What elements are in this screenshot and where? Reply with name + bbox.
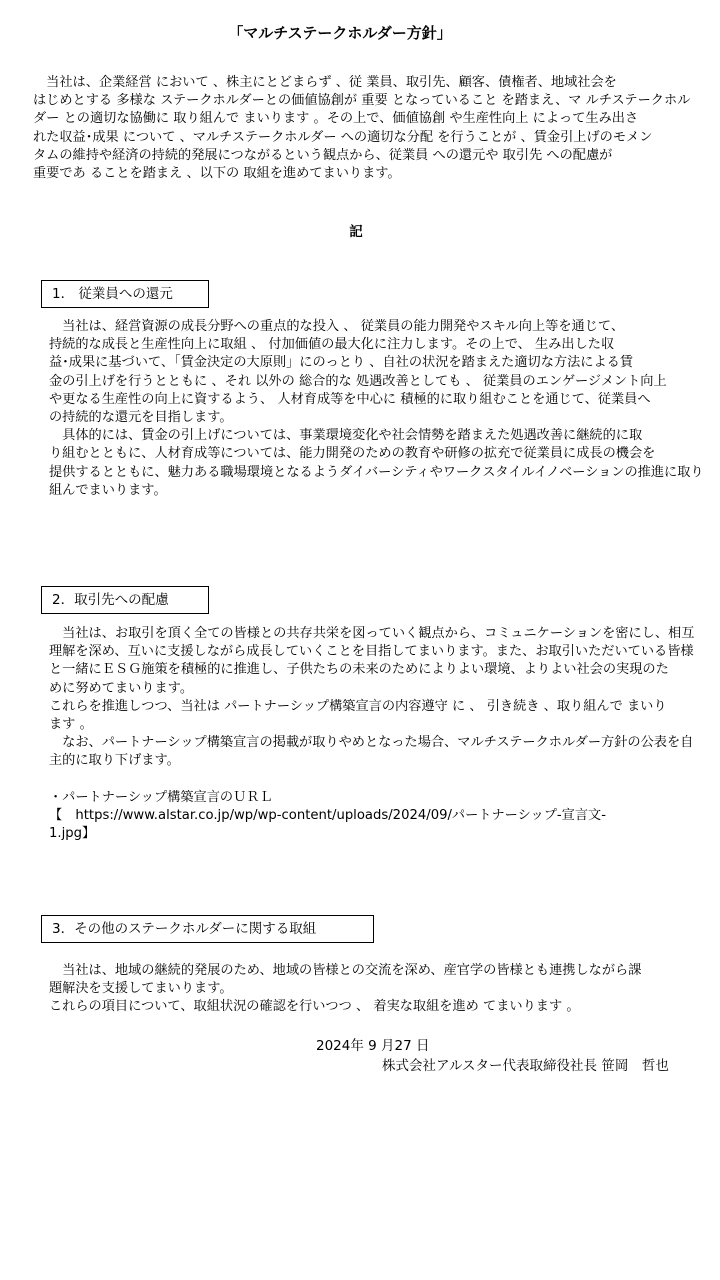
body-line: 当社は、経営資源の成長分野への重点的な投入 、 従業員の能力開発やスキル向上等を通じて、: [49, 319, 625, 334]
section-heading-employees: 1． 従業員への還元: [41, 280, 209, 308]
body-line: と一緒にＥＳＧ施策を積極的に推進し、子供たちの未来のためによりよい環境、よりよい社会の実現のた: [49, 662, 669, 678]
document-title: 「マルチステークホルダー方針」: [228, 24, 452, 42]
body-line: 当社は、お取引を頂く全ての皆様との共存共栄を図っていく観点から、コミュニケーションを密にし、相互: [49, 626, 695, 641]
section-body-employees: [49, 318, 704, 500]
body-line: 具体的には、賃金の引上げについては、事業環境変化や社会情勢を踏まえた処遇改善に継続的に取: [49, 428, 643, 444]
url-label: ・パートナーシップ構築宣言のＵＲＬ: [49, 789, 273, 805]
body-line: めに努めてまいります。: [49, 680, 194, 696]
ki-heading: 記: [349, 224, 363, 240]
body-line: り組むとともに、人材育成等については、能力開発のための教育や研修の拡充で従業員に成長の機会を: [49, 446, 656, 462]
body-line: 持続的な成長と生産性向上に取組 、 付加価値の最大化に注力します。その上で、 生み出した収: [49, 337, 615, 353]
intro-line: はじめとする 多様な ステークホルダーとの価値協創が 重要 となっていること を踏まえ、マ ルチステークホル: [33, 93, 691, 109]
url-link-continued[interactable]: 1.jpg】: [49, 826, 96, 842]
body-line: これらを推進しつつ、当社は パートナーシップ構築宣言の内容遵守 に 、 引き続き 、取り組んで まいり: [49, 698, 667, 714]
body-line: これらの項目について、取組状況の確認を行いつつ 、 着実な取組を進め てまいります 。: [49, 999, 580, 1015]
body-line: の持続的な還元を目指します。: [49, 410, 233, 426]
section-body-other-stakeholders: [49, 962, 641, 1017]
section-heading-suppliers: 2．取引先への配慮: [41, 586, 209, 614]
section-heading-other-stakeholders: 3．その他のステークホルダーに関する取組: [41, 915, 374, 943]
body-line: 主的に取り下げます。: [49, 753, 180, 769]
document-date: 2024年 9 月27 日: [316, 1038, 430, 1054]
body-line: 益･成果に基づいて、「賃金決定の大原則」にのっとり 、自社の状況を踏まえた適切な方法による賃: [49, 355, 634, 371]
body-line: や更なる生産性の向上に資するよう、 人材育成等を中心に 積極的に取り組むことを通じて、従業員へ: [49, 391, 651, 407]
url-link[interactable]: 【 https://www.alstar.co.jp/wp/wp-content/uploads/2024/09/パートナーシップ-宣言文-: [49, 808, 606, 824]
body-line: [49, 771, 694, 789]
body-line: 理解を深め、互いに支援しながら成長していくことを目指してまいります。また、お取引いただいている皆様: [49, 644, 694, 660]
body-line: 題解決を支援してまいります。: [49, 981, 233, 997]
intro-paragraph: [33, 74, 690, 183]
intro-line: 当社は、企業経営 において 、株主にとどまらず 、従 業員、取引先、顧客、債権者、地域社会を: [33, 75, 617, 90]
body-line: なお、パートナーシップ構築宣言の掲載が取りやめとなった場合、マルチステークホルダー方針の公表を自: [49, 735, 694, 751]
body-line: 提供するとともに、魅力ある職場環境となるようダイバーシティやワークスタイルイノベーションの推進に取り: [49, 464, 704, 480]
body-line: 組んでまいります。: [49, 482, 167, 498]
intro-line: タムの維持や経済の持続的発展につながるという観点から、従業員 への還元や 取引先 への配慮が: [33, 147, 613, 163]
intro-line: れた収益･成果 について 、マルチステークホルダー への適切な分配 を行うことが 、賃金引上げのモメン: [33, 129, 653, 145]
body-line: ます 。: [49, 717, 93, 733]
body-line: 当社は、地域の継続的発展のため、地域の皆様との交流を深め、産官学の皆様とも連携しながら課: [49, 963, 642, 978]
section-body-suppliers: [49, 625, 694, 843]
body-line: 金の引上げを行うとともに 、それ 以外の 総合的な 処遇改善としても 、 従業員のエンゲージメント向上: [49, 373, 667, 389]
intro-line: 重要であ ることを踏まえ 、以下の 取組を進めてまいります。: [33, 166, 401, 182]
intro-line: ダー との適切な協働に 取り組んで まいります 。その上で、価値協創 や生産性向上 によって生み出さ: [33, 111, 639, 127]
signature: 株式会社アルスター代表取締役社長 笹岡 哲也: [382, 1058, 669, 1074]
